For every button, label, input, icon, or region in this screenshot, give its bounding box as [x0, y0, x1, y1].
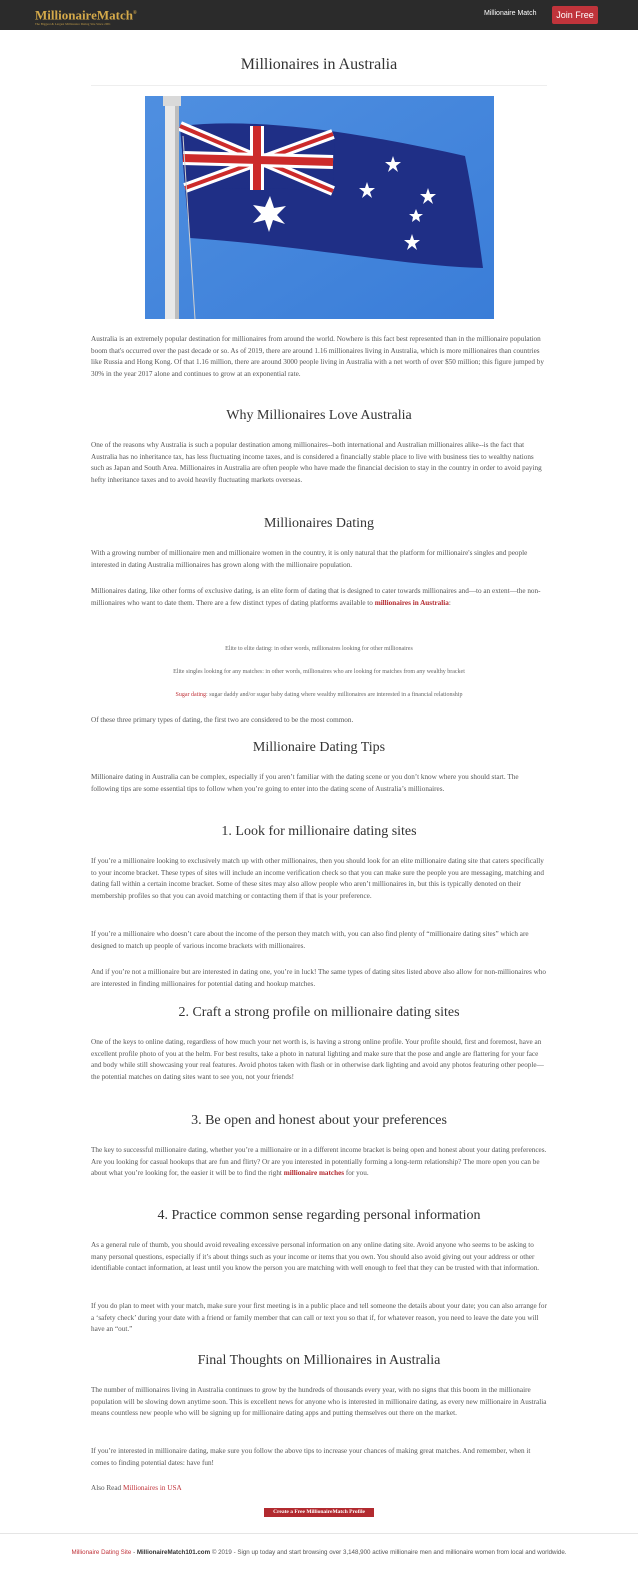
tip4-paragraph-2: If you do plan to meet with your match, make sure your first meeting is in a public place and tell someone the details about your date; you can also arrange for a ‘safety check’ during your date with a friend or family member that can call or text you so that if, for whatever reason, you need to leave the date you will have an “out.”	[91, 1302, 547, 1334]
heading-tip-1: 1. Look for millionaire dating sites	[221, 824, 417, 839]
tips-paragraph: Millionaire dating in Australia can be complex, especially if you aren’t familiar with the dating scene or you don’t know where you should start. The following tips are some essential tips to follow when you’re going to enter into the dating scene of Australia’s millionaires.	[91, 773, 519, 793]
site-logo[interactable]: MillionaireMatch® The Biggest & Largest Millionaire Dating Site Since 2001	[35, 7, 137, 27]
tip1-paragraph-3: And if you’re not a millionaire but are interested in dating one, you’re in luck! The same types of dating sites listed above also allow for non-millionaires who are interested in finding millionaires for potential dating and hookup matches.	[91, 968, 546, 988]
tip4-paragraph-1: As a general rule of thumb, you should avoid revealing excessive personal information on any online dating site. Avoid anyone who seems to be asking to many personal questions, especially if it’s about things such as your income or items that you own. You should also avoid giving out your address or other identifiable contact information, at least until you know the person you are matching with well enough to feel that they can be trusted with that information.	[91, 1241, 540, 1273]
millionaires-in-usa-link[interactable]: Millionaires in USA	[122, 1484, 182, 1492]
heading-dating-tips: Millionaire Dating Tips	[252, 740, 386, 755]
heading-tip-2: 2. Craft a strong profile on millionaire dating sites	[178, 1005, 460, 1020]
also-read-line: Also Read Millionaires in USA	[91, 1484, 182, 1492]
dating-type-1: Elite to elite dating: in other words, millionaires looking for other millionaires	[225, 646, 413, 652]
dating-type-2: Elite singles looking for any matches: in other words, millionaires who are looking for matches from any wealthy bracket	[173, 669, 465, 675]
join-free-button[interactable]: Join Free	[552, 6, 598, 24]
dating-paragraph-3: Of these three primary types of dating, the first two are considered to be the most common.	[91, 716, 354, 724]
intro-paragraph: Australia is an extremely popular destination for millionaires from around the world. Nowhere is this fact best represented than in the millionaire population boom that's occurred over the past decade or so. As of 2019, there are around 1.16 millionaires living in Australia, which is more millionaires than countries like Russia and Hong Kong. Of that 1.16 million, there are around 3000 people living in Australia with a net worth of over $50 million; this figure jumped by 30% in the year 2017 alone and continues to grow at an exponential rate.	[91, 335, 544, 378]
final-paragraph-2: If you’re interested in millionaire dating, make sure you follow the above tips to increase your chances of making great matches. And remember, when it comes to finding potential dates: have fun!	[91, 1447, 531, 1467]
page-title: Millionaires in Australia	[240, 56, 398, 73]
tip2-paragraph: One of the keys to online dating, regardless of how much your net worth is, is having a strong online profile. Your profile should, first and foremost, have an excellent profile photo of you at the helm. For best results, take a photo in natural lighting and make sure that the pose and angle are flattering for your face and body while still showcasing your real features. Avoid photos taken with flash or in otherwise dark lighting and avoid any photos featuring other people—the potential matches on dating sites want to see you, not your friends!	[91, 1038, 544, 1081]
heading-tip-3: 3. Be open and honest about your preferences	[191, 1113, 447, 1128]
millionaires-in-australia-link[interactable]: millionaires in Australia	[374, 598, 449, 607]
footer-site-name: MillionaireMatch101.com	[136, 1549, 211, 1556]
why-paragraph: One of the reasons why Australia is such a popular destination among millionaires--both international and Australian millionaires alike--is the fact that Australia has no inheritance tax, has less fluctuating income taxes, and is considered a financially stable place to live with business ties to wealthy nations such as Japan and South Area. Millionaires in Australia are often people who have made the financial decision to stay in the country in order to avoid paying hefty inheritance taxes and to avoid heavily fluctuating markets overseas.	[91, 441, 542, 484]
sugar-dating-link[interactable]: Sugar dating	[175, 692, 207, 698]
tip3-paragraph: The key to successful millionaire dating, whether you’re a millionaire or in a different income bracket is being open and honest about your dating preferences. Are you looking for casual hookups that are fun and flirty? Or are you interested in potentially forming a long-term relationship? The more open you can be about what you’re looking for, the easier it will be to find the right millionaire matches for you.	[91, 1146, 547, 1178]
footer-dating-site-link[interactable]: Millionaire Dating Site	[71, 1549, 132, 1556]
logo-tagline: The Biggest & Largest Millionaire Dating Site Since 2001	[35, 22, 111, 27]
footer-divider	[0, 1533, 638, 1534]
tip1-paragraph-1: If you’re a millionaire looking to exclusively match up with other millionaires, then you should look for an elite millionaire dating site that caters specifically to your income bracket. These types of sites will include an income verification check so that you can make sure the people you are messaging, matching and dating fall within a certain income bracket. Some of these sites may also allow people who aren’t millionaires in, but this is typically denoted on their membership profiles so that you can avoid matching or contacting them if that is your preference.	[91, 857, 544, 900]
logo-text: MillionaireMatch	[35, 7, 133, 23]
create-profile-button[interactable]: Create a Free MillionaireMatch Profile	[264, 1508, 374, 1517]
tip1-paragraph-2: If you’re a millionaire who doesn’t care about the income of the person they match with, you can also find plenty of “millionaire dating sites” which are designed to match up people of various income brackets with millionaires.	[91, 930, 529, 950]
dating-paragraph-2: Millionaires dating, like other forms of exclusive dating, is an elite form of dating that is designed to cater towards millionaires and—to an extent—the non-millionaires who want to date them. There are a few distinct types of dating platforms available to millionaires in Australia:	[91, 587, 541, 607]
heading-millionaires-dating: Millionaires Dating	[263, 516, 375, 531]
footer: Millionaire Dating Site - MillionaireMatch101.com © 2019 - Sign up today and start browsing over 3,148,900 active millionaire men and millionaire women from local and worldwide.	[71, 1549, 567, 1556]
heading-tip-4: 4. Practice common sense regarding personal information	[157, 1208, 481, 1223]
title-divider	[91, 85, 547, 86]
final-paragraph-1: The number of millionaires living in Australia continues to grow by the hundreds of thousands every year, with no signs that this boom in the millionaire population will be slowing down anytime soon. This is excellent news for anyone who is interested in millionaire dating, as every new millionaire in Australia means countless new people who will be signing up for millionaire dating apps and putting themselves out there on the market.	[91, 1386, 547, 1418]
nav-link-millionaire-match[interactable]: Millionaire Match	[484, 10, 537, 17]
dating-type-3: Sugar dating: sugar daddy and/or sugar baby dating where wealthy millionaires are interested in a financial relationship	[175, 692, 463, 698]
heading-final-thoughts: Final Thoughts on Millionaires in Australia	[197, 1353, 441, 1368]
australia-flag-image	[145, 96, 494, 319]
dating-paragraph-1: With a growing number of millionaire men and millionaire women in the country, it is only natural that the platform for millionaire's singles and people interested in dating Australia millionaires has grown along with the millionaire population.	[91, 549, 528, 569]
heading-why-millionaires: Why Millionaires Love Australia	[226, 408, 412, 423]
millionaire-matches-link[interactable]: millionaire matches	[283, 1169, 345, 1178]
top-navbar	[0, 0, 638, 30]
